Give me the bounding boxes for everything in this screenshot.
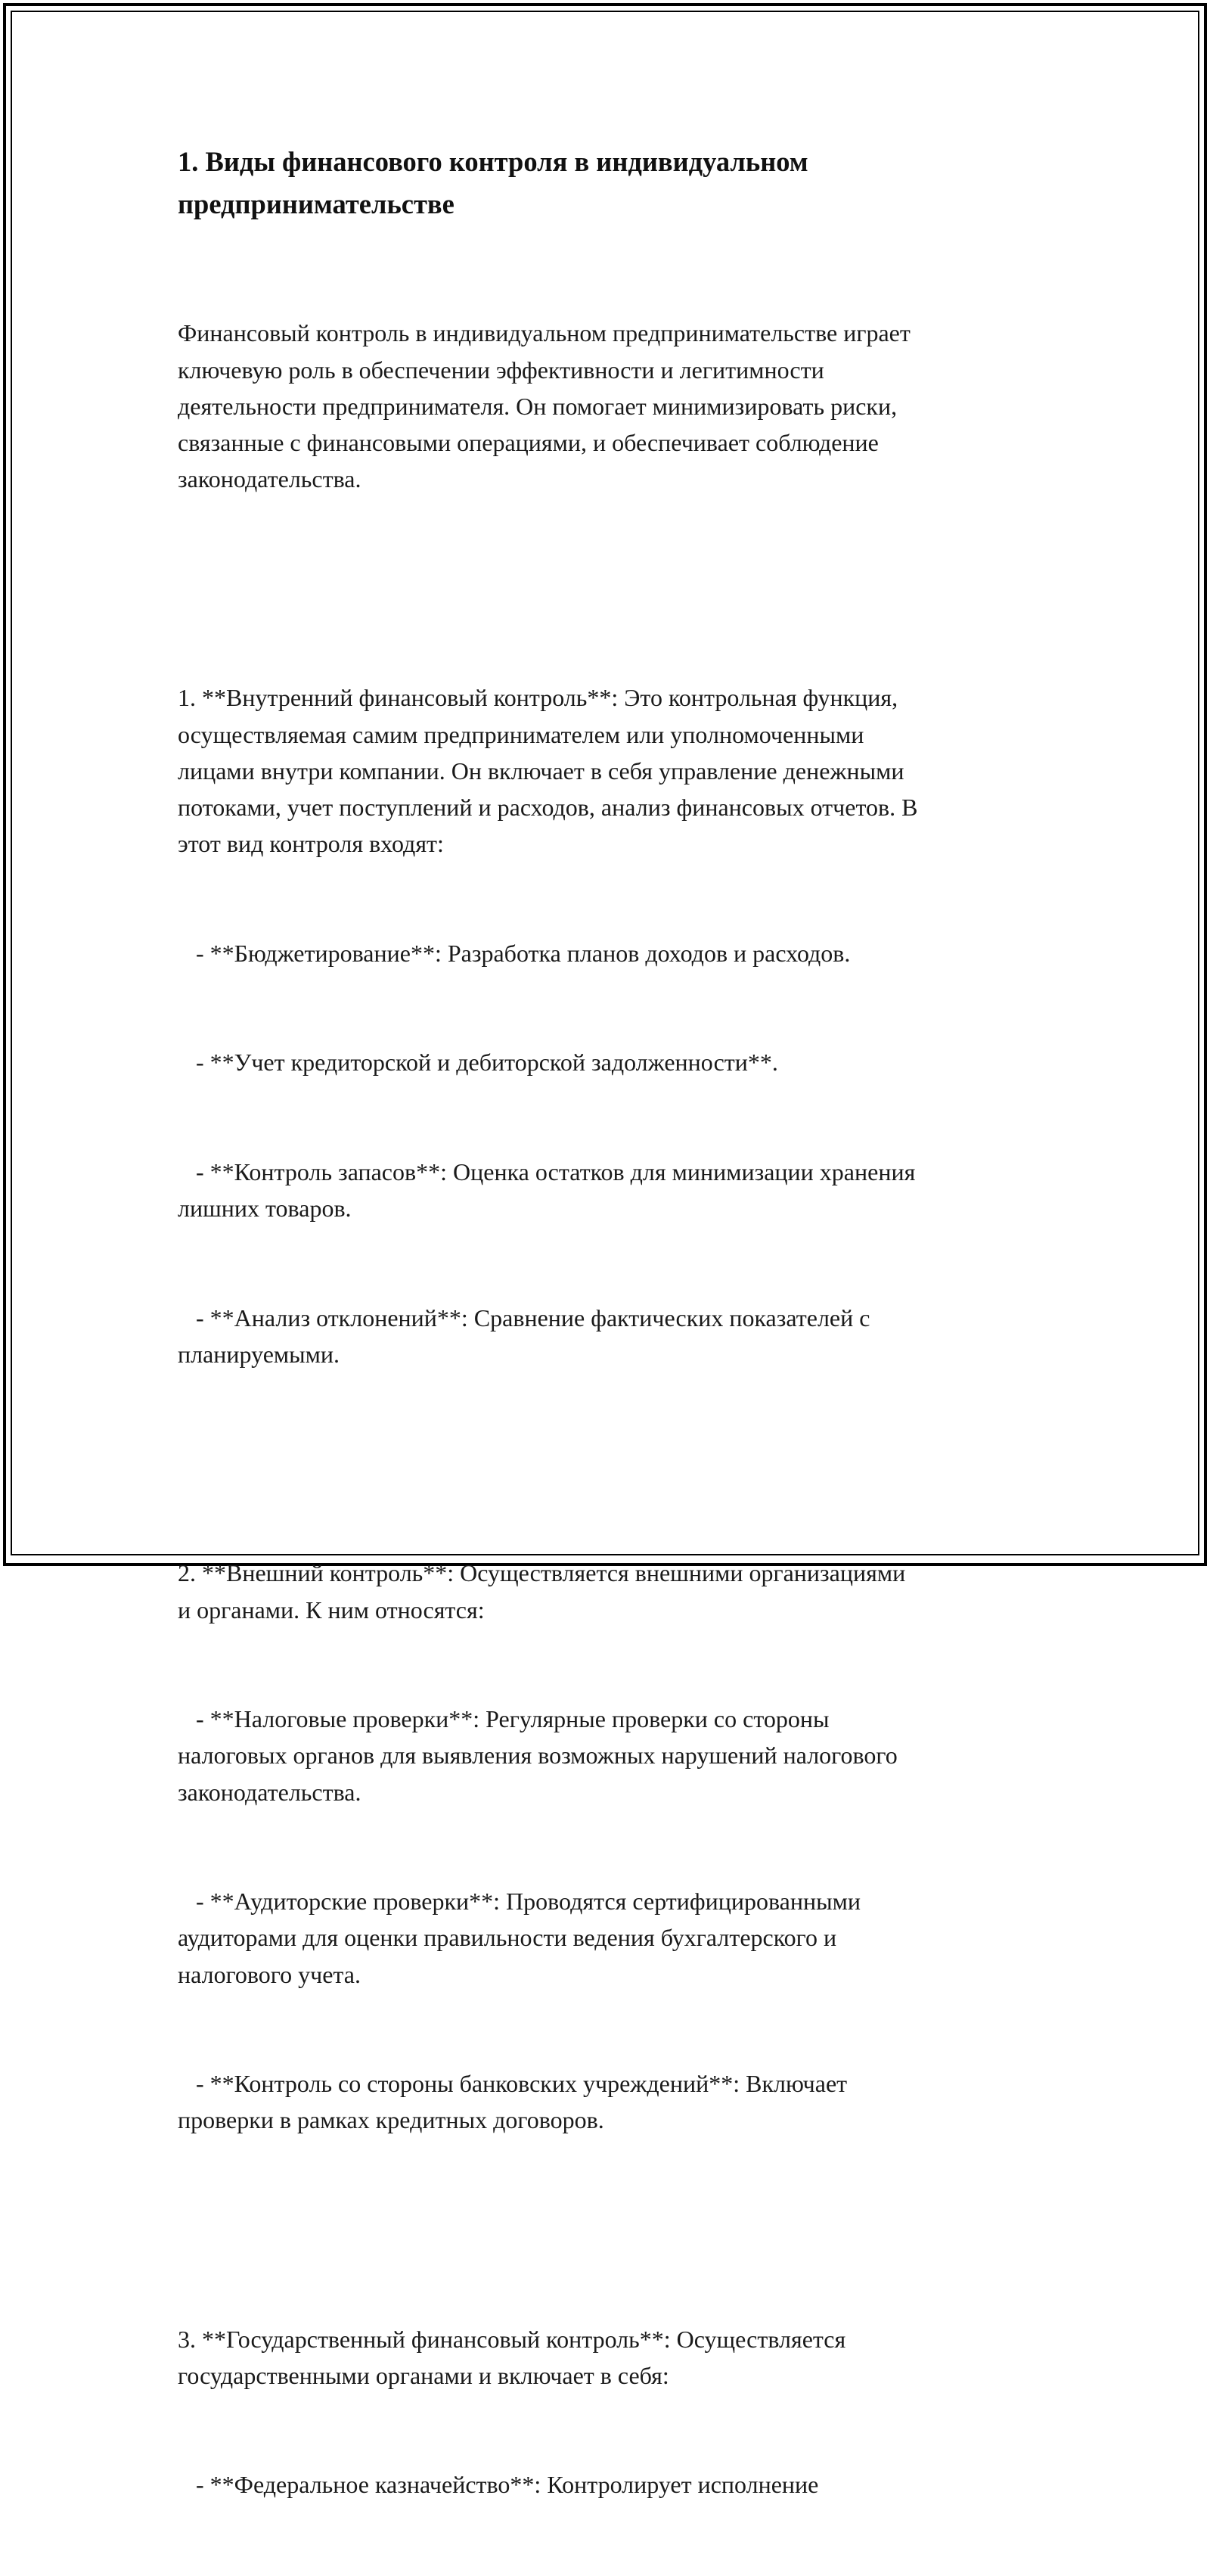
- list-item-state-control: 3. **Государственный финансовый контроль**: Осуществляется государственными органами и включает в себя:: [178, 2325, 846, 2389]
- sub-item-federal-treasury: - **Федеральное казначейство**: Контролирует исполнение: [178, 2471, 819, 2499]
- sub-item-budgeting: - **Бюджетирование**: Разработка планов доходов и расходов.: [178, 939, 851, 967]
- sub-item-inventory-control: - **Контроль запасов**: Оценка остатков для минимизации хранения лишних товаров.: [178, 1158, 916, 1223]
- sub-item-auditor-checks: - **Аудиторские проверки**: Проводятся сертифицированными аудиторами для оценки правильности ведения бухгалтерского и налогового учета.: [178, 1888, 861, 1988]
- blank-line: [178, 1446, 1047, 1482]
- document-text: [178, 242, 1047, 2576]
- sub-item-tax-audits: - **Налоговые проверки**: Регулярные проверки со стороны налоговых органов для выявления возможных нарушений налогового законодательства.: [178, 1705, 898, 1806]
- intro-paragraph: Финансовый контроль в индивидуальном предпринимательстве играет ключевую роль в обеспечении эффективности и легитимности деятельности предпринимателя. Он помогает минимизировать риски, связанные с финансовыми операциями, и обеспечивает соблюдение законодательства.: [178, 319, 911, 493]
- document-body: [178, 141, 1047, 2576]
- blank-line: [178, 2211, 1047, 2248]
- sub-item-debt-accounting: - **Учет кредиторской и дебиторской задолженности**.: [178, 1049, 778, 1077]
- sub-item-bank-control: - **Контроль со стороны банковских учреждений**: Включает проверки в рамках кредитных договоров.: [178, 2070, 848, 2134]
- blank-line: [178, 570, 1047, 607]
- list-item-external-control: 2. **Внешний контроль**: Осуществляется внешними организациями и органами. К ним относятся:: [178, 1559, 906, 1624]
- sub-item-variance-analysis: - **Анализ отклонений**: Сравнение фактических показателей с планируемыми.: [178, 1304, 870, 1369]
- section-heading: 1. Виды финансового контроля в индивидуальном предпринимательстве: [178, 146, 808, 219]
- list-item-internal-control: 1. **Внутренний финансовый контроль**: Это контрольная функция, осуществляемая самим предпринимателем или уполномоченными лицами внутри компании. Он включает в себя управление денежными потоками, учет поступлений и расходов, анализ финансовых отчетов. В этот вид контроля входят:: [178, 684, 918, 858]
